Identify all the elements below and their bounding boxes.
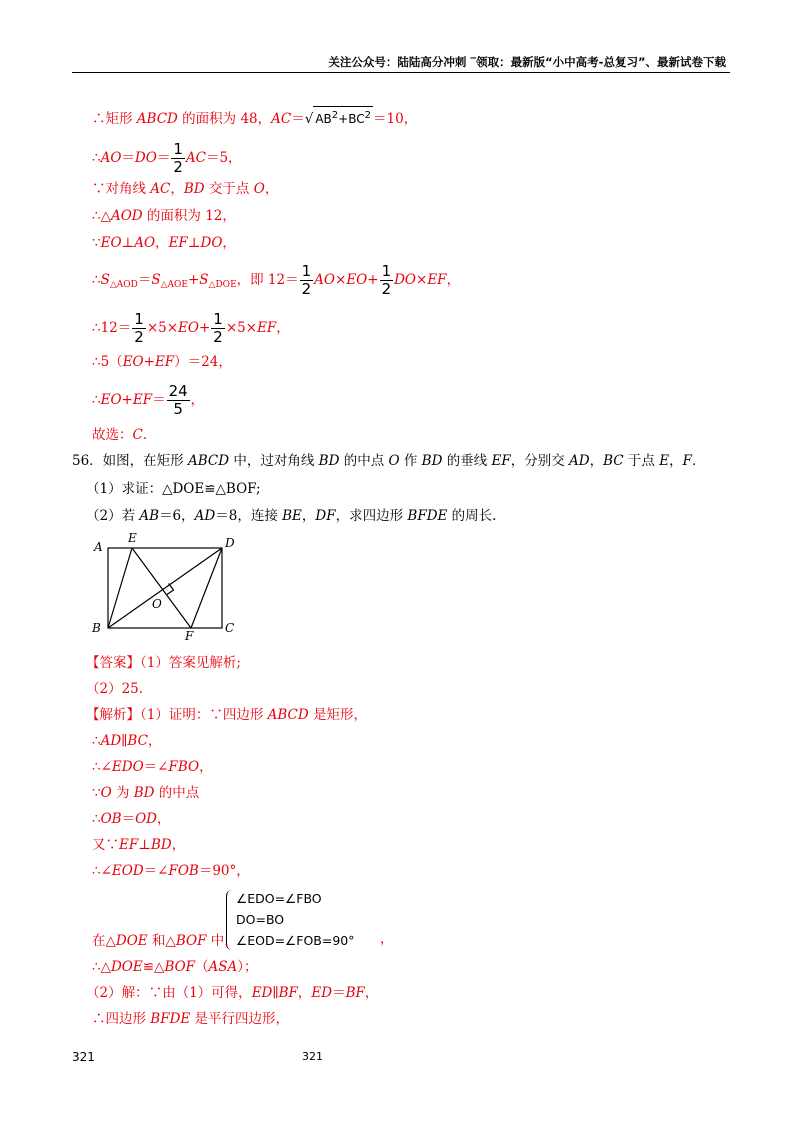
text: ABCD — [136, 111, 178, 127]
text: ×5× — [225, 320, 258, 336]
text: BD — [421, 453, 443, 469]
text: ∴∠ — [92, 759, 112, 775]
solution-line-8 — [92, 353, 232, 371]
analysis-line-4 — [92, 784, 199, 802]
text: ）； — [237, 959, 258, 975]
text: BD — [150, 837, 172, 853]
text: 故选： — [92, 427, 133, 443]
text: 2 — [364, 110, 372, 121]
label-c: C — [225, 621, 235, 635]
text: 2 — [134, 328, 144, 346]
text: EO — [100, 392, 122, 408]
system-eq-2: DO=BO — [236, 912, 285, 927]
text: DO — [200, 235, 223, 251]
text: 是矩形， — [308, 707, 368, 723]
solution-line-6 — [92, 260, 460, 305]
text: ∴ — [92, 733, 101, 749]
text: EO — [122, 354, 144, 370]
text: ⊥ — [121, 235, 135, 251]
text: ∴矩形 — [92, 111, 137, 127]
text: 在△ — [92, 933, 116, 949]
equation-system — [236, 888, 354, 951]
solution-line-3 — [92, 180, 278, 198]
text: （2）解：∵由（1）可得， — [86, 985, 252, 1001]
fraction-half — [171, 142, 185, 175]
text: AC — [185, 150, 206, 166]
text: △AOE — [160, 280, 188, 290]
text: EF — [491, 453, 511, 469]
sqrt-expression: √ $AB^2+BC^2$ — [305, 111, 373, 127]
header-divider — [72, 72, 730, 73]
text: EF — [168, 235, 188, 251]
text: OB — [100, 811, 122, 827]
analysis-line-6 — [92, 836, 185, 854]
label-b: B — [92, 621, 101, 635]
text: DF — [315, 508, 336, 524]
text: AC — [150, 181, 171, 197]
page-number-left: 321 — [72, 1050, 95, 1064]
text: BFDE — [407, 508, 448, 524]
text: 1 — [301, 262, 312, 280]
text: ≌△ — [142, 959, 165, 975]
label-f: F — [185, 629, 194, 643]
text: + — [198, 320, 211, 336]
text: 2 — [331, 110, 339, 121]
text: 又∵ — [92, 837, 119, 853]
text: 【解析】 — [86, 707, 140, 723]
fraction-half — [300, 264, 314, 297]
text: DOE — [110, 959, 143, 975]
text: 2 — [213, 328, 223, 346]
text: S — [151, 272, 161, 288]
text: ， — [199, 759, 213, 775]
text: BD — [183, 181, 205, 197]
text: ∴12＝ — [92, 320, 132, 336]
text: ＝6， — [159, 508, 195, 524]
solution-line-5 — [92, 234, 236, 252]
text: 1 — [173, 140, 183, 158]
text: EO — [100, 235, 122, 251]
text: ， — [190, 392, 205, 408]
text: FOB — [168, 863, 199, 879]
fraction-half — [132, 312, 146, 345]
text: 1 — [134, 310, 144, 328]
text: 交于点 — [204, 181, 254, 197]
solution-line-1 — [92, 106, 417, 128]
text: EF — [119, 837, 139, 853]
right-angle-mark — [167, 584, 174, 595]
text: AB — [139, 508, 160, 524]
text: + — [143, 354, 155, 370]
analysis-line-2 — [92, 732, 161, 750]
text: + — [121, 392, 133, 408]
text: 1 — [213, 310, 223, 328]
text: BOF — [164, 959, 196, 975]
text: ，即 12＝ — [236, 272, 299, 288]
text: E — [659, 453, 670, 469]
solution-line-2 — [92, 138, 242, 178]
text: ＝ — [121, 150, 135, 166]
text: △AOD — [109, 280, 138, 290]
text: ∴5（ — [92, 354, 123, 370]
problem-statement — [72, 452, 705, 470]
analysis-line-8 — [92, 932, 238, 950]
text: ∴ — [92, 392, 101, 408]
text: AB — [315, 112, 332, 126]
text: EF — [154, 354, 175, 370]
text: EDO — [111, 759, 144, 775]
text: ， — [147, 733, 162, 749]
text: O — [100, 785, 112, 801]
text: BC — [127, 733, 148, 749]
text: OD — [135, 811, 157, 827]
segment-be — [108, 548, 132, 628]
text: ＝∠ — [143, 759, 169, 775]
text: ED — [251, 985, 273, 1001]
text: BD — [133, 785, 155, 801]
system-eq-3: ∠EOD=∠FOB=90° — [236, 933, 355, 948]
text: 的中点 — [154, 785, 200, 801]
text: AO — [100, 150, 122, 166]
text: ＝10， — [373, 111, 418, 127]
text: +BC — [338, 112, 365, 126]
text: ∴ — [92, 150, 101, 166]
analysis-line-5 — [92, 810, 171, 828]
page-header: 关注公众号：陆陆高分冲刺 ‾领取：最新版“小中高考-总复习”、最新试卷下载 — [328, 55, 726, 69]
text: 的垂线 — [442, 453, 492, 469]
analysis-line-3 — [92, 758, 213, 776]
label-e: E — [128, 531, 137, 545]
text: 56．如图，在矩形 — [72, 453, 188, 469]
diagonal-bd — [108, 548, 222, 628]
geometry-figure — [88, 528, 248, 644]
text: （1）证明：∵四边形 — [140, 707, 268, 723]
text: BC — [603, 453, 624, 469]
text: ∴四边形 — [92, 1011, 151, 1027]
fraction-half — [211, 312, 225, 345]
answer-1: 【答案】（1）答案见解析; — [86, 655, 241, 671]
text: DO — [134, 150, 157, 166]
system-eq-1: ∠EDO=∠FBO — [236, 891, 322, 906]
text: BOF — [175, 933, 207, 949]
text: + — [187, 272, 200, 288]
text: ×5× — [146, 320, 179, 336]
solution-line-7 — [92, 308, 290, 348]
text: BFDE — [150, 1011, 191, 1027]
analysis-line-8-tail: ， — [380, 931, 394, 947]
text: ． — [142, 427, 157, 443]
text: BD — [318, 453, 340, 469]
text: 作 — [399, 453, 422, 469]
text: BF — [345, 985, 365, 1001]
text: ABCD — [267, 707, 309, 723]
text: AC — [271, 111, 292, 127]
analysis-line-7 — [92, 862, 250, 880]
analysis-line-10 — [86, 984, 378, 1002]
text: ＝8，连接 — [215, 508, 283, 524]
solution-line-9 — [92, 380, 204, 420]
text: DO — [394, 272, 417, 288]
text: ＝ — [152, 392, 166, 408]
text: ， — [297, 985, 312, 1001]
label-d: D — [225, 536, 235, 550]
text: 的面积为 12， — [142, 208, 236, 224]
text: S — [100, 272, 110, 288]
text: F — [682, 453, 692, 469]
text: DOE — [115, 933, 148, 949]
text: 2 — [301, 280, 312, 298]
fraction-half — [380, 264, 394, 297]
text: 24 — [168, 382, 188, 400]
text: ∴ — [92, 811, 101, 827]
text: ， — [264, 181, 279, 197]
text: EO — [346, 272, 368, 288]
text: ， — [155, 235, 169, 251]
label-o: O — [152, 597, 162, 611]
text: ＝ — [121, 811, 136, 827]
text: ＝ — [332, 985, 346, 1001]
text: 的面积为 48， — [177, 111, 272, 127]
text: ⊥ — [187, 235, 201, 251]
text: ＝5， — [205, 150, 242, 166]
question-2 — [86, 507, 496, 525]
text: ， — [669, 453, 683, 469]
segment-df — [191, 548, 222, 628]
text: EO — [178, 320, 199, 336]
text: ＝ — [291, 111, 305, 127]
text: ， — [364, 985, 379, 1001]
text: ， — [301, 508, 316, 524]
label-a: A — [94, 540, 103, 554]
text: C — [132, 427, 143, 443]
analysis-line-9 — [92, 958, 258, 976]
text: ， — [157, 811, 171, 827]
text: ＝ — [137, 272, 152, 288]
text: ， — [589, 453, 604, 469]
text: AD — [194, 508, 216, 524]
text: EF — [427, 272, 447, 288]
text: 的周长. — [447, 508, 497, 524]
text: FBO — [168, 759, 200, 775]
solution-line-4 — [92, 207, 236, 225]
text: 5 — [173, 400, 183, 418]
text: AD — [569, 453, 590, 469]
text: AOD — [110, 208, 143, 224]
text: ASA — [208, 959, 238, 975]
text: 1 — [381, 262, 392, 280]
solution-line-10 — [92, 426, 156, 444]
text: ∵ — [92, 785, 101, 801]
text: ， — [170, 181, 184, 197]
analysis-line-1 — [86, 706, 367, 724]
text: ＝∠ — [143, 863, 169, 879]
text: （ — [195, 959, 209, 975]
text: BE — [282, 508, 302, 524]
text: 和△ — [147, 933, 176, 949]
text: S — [199, 272, 209, 288]
text: 2 — [381, 280, 392, 298]
text: 2 — [173, 158, 183, 176]
text: ⊥ — [138, 837, 151, 853]
text: 是平行四边形， — [190, 1011, 290, 1027]
text: ＝90°， — [198, 863, 250, 879]
text: 于点 — [623, 453, 660, 469]
text: + — [367, 272, 379, 288]
segment-ef — [132, 548, 191, 628]
text: × — [335, 272, 347, 288]
text: ∴ — [92, 272, 101, 288]
text: 的中点 — [339, 453, 389, 469]
text: ， — [222, 235, 236, 251]
text: ， — [171, 837, 186, 853]
text: ＝ — [156, 150, 171, 166]
text: △DOE — [208, 280, 237, 290]
text: BF — [278, 985, 298, 1001]
answer-2: （2）25. — [86, 681, 144, 697]
text: EF — [132, 392, 153, 408]
text: ， — [446, 272, 461, 288]
text: O — [388, 453, 400, 469]
text: ∵对角线 — [92, 181, 151, 197]
text: ED — [311, 985, 333, 1001]
text: （2）若 — [86, 508, 140, 524]
text: 为 — [111, 785, 134, 801]
text: ， — [276, 320, 290, 336]
text: ）＝24， — [174, 354, 232, 370]
question-1: （1）求证：△DOE≌△BOF; — [86, 481, 261, 497]
text: × — [416, 272, 428, 288]
text: ． — [691, 453, 706, 469]
page-number-center: 321 — [302, 1050, 323, 1063]
text: ∴△ — [92, 208, 111, 224]
text: ∵ — [92, 235, 101, 251]
text: ，求四边形 — [335, 508, 408, 524]
text: AD — [100, 733, 122, 749]
text: ∥ — [272, 985, 279, 1001]
text: O — [253, 181, 265, 197]
text: EOD — [111, 863, 144, 879]
text: 中，过对角线 — [229, 453, 319, 469]
text: AO — [134, 235, 156, 251]
text: ∴∠ — [92, 863, 112, 879]
text: AO — [314, 272, 335, 288]
text: ，分别交 — [510, 453, 570, 469]
text: ∥ — [121, 733, 128, 749]
text: ∴△ — [92, 959, 111, 975]
text: ABCD — [187, 453, 230, 469]
text: EF — [257, 320, 277, 336]
fraction-24-5 — [167, 384, 190, 417]
analysis-line-11 — [92, 1010, 289, 1028]
text: 中， — [206, 933, 238, 949]
